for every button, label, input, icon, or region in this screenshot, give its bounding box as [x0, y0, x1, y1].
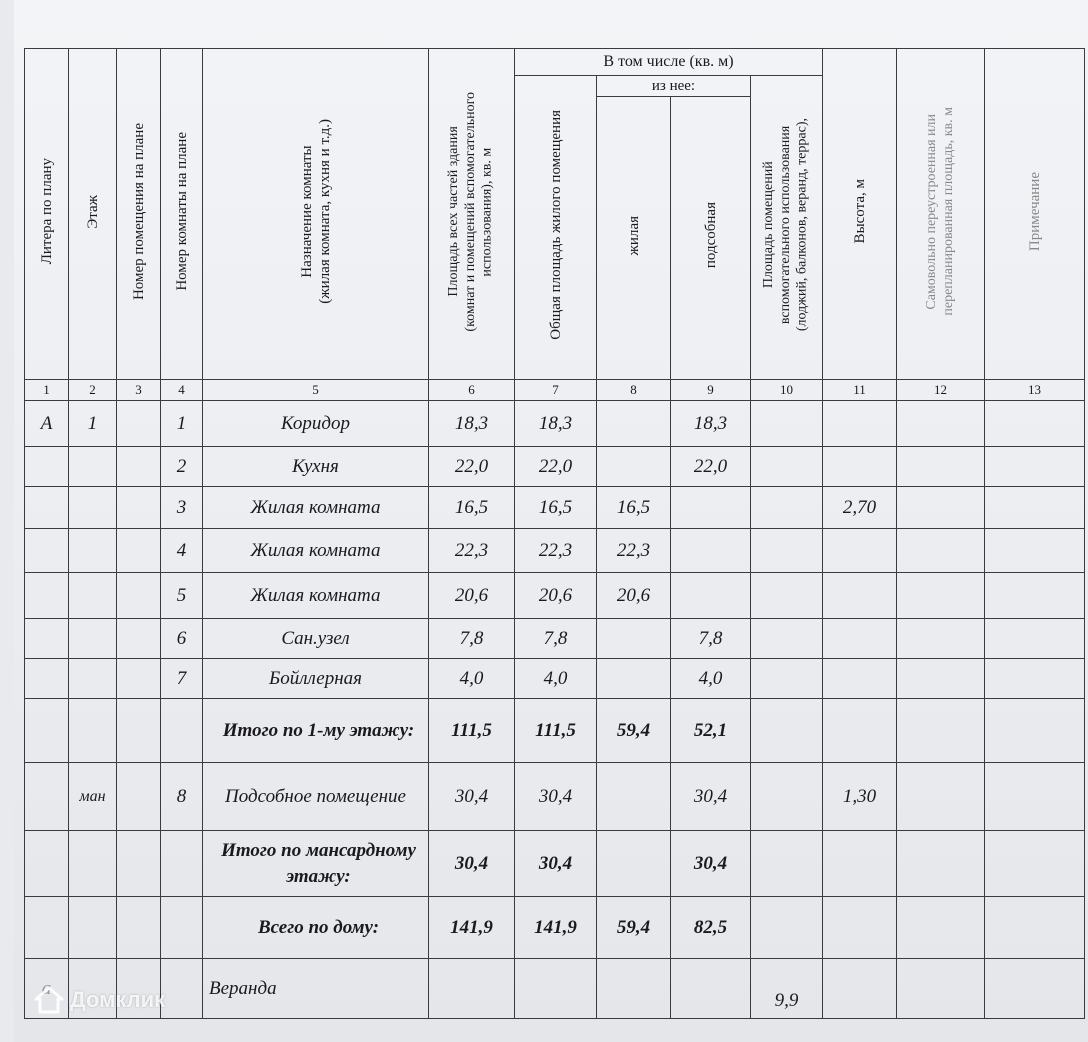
- cell-balcony: [751, 401, 823, 447]
- grand-total-label: Всего по дому:: [203, 897, 429, 959]
- col-header-common-area: Общая площадь жилого помещения: [515, 76, 597, 380]
- cell-room-no: 4: [161, 529, 203, 573]
- cell-height: [823, 573, 897, 619]
- cell-total: 7,8: [429, 619, 515, 659]
- col-number: 3: [117, 380, 161, 401]
- cell-litera: [25, 659, 69, 699]
- table-row: [25, 619, 1085, 659]
- cell-aux: 7,8: [671, 619, 751, 659]
- cell-floor: [69, 529, 117, 573]
- cell-room-no: [161, 959, 203, 1019]
- cell-balcony: 9,9: [751, 959, 823, 1019]
- cell-note: [985, 573, 1085, 619]
- cell-note: [985, 401, 1085, 447]
- cell-room-no: 8: [161, 763, 203, 831]
- cell-height: [823, 619, 897, 659]
- col-header-floor: Этаж: [69, 49, 117, 380]
- cell-floor: ман: [69, 763, 117, 831]
- cell-balcony: [751, 897, 823, 959]
- col-number: 7: [515, 380, 597, 401]
- cell-height: [823, 447, 897, 487]
- table-row: [25, 529, 1085, 573]
- cell-living: 22,3: [597, 529, 671, 573]
- cell-balcony: [751, 487, 823, 529]
- cell-aux: [671, 529, 751, 573]
- cell-room-no: [161, 699, 203, 763]
- subtotal-label: Итого по 1-му этажу:: [203, 699, 429, 763]
- cell-note: [985, 959, 1085, 1019]
- table-row: [25, 447, 1085, 487]
- col-number: 9: [671, 380, 751, 401]
- cell-common: 16,5: [515, 487, 597, 529]
- cell-height: [823, 897, 897, 959]
- cell-note: [985, 529, 1085, 573]
- cell-floor: [69, 573, 117, 619]
- cell-room-no: 7: [161, 659, 203, 699]
- header-row: [25, 49, 1085, 76]
- cell-note: [985, 699, 1085, 763]
- col-number: 6: [429, 380, 515, 401]
- col-header-aux-area: Площадь помещений вспомогательного использования (лоджий, балконов, веранд, террас),: [751, 76, 823, 380]
- cell-total: 30,4: [429, 763, 515, 831]
- cell-redev: [897, 659, 985, 699]
- cell-common: 4,0: [515, 659, 597, 699]
- subtotal-row-attic: [25, 831, 1085, 897]
- table-row: [25, 487, 1085, 529]
- cell-redev: [897, 529, 985, 573]
- cell-aux: [671, 487, 751, 529]
- cell-common: [515, 959, 597, 1019]
- cell-balcony: [751, 447, 823, 487]
- cell-note: [985, 447, 1085, 487]
- cell-total: 22,3: [429, 529, 515, 573]
- col-header-purpose: Назначение комнаты (жилая комната, кухня и т.д.): [203, 49, 429, 380]
- cell-room-no: 3: [161, 487, 203, 529]
- cell-litera: [25, 447, 69, 487]
- cell-redev: [897, 447, 985, 487]
- cell-floor: [69, 487, 117, 529]
- cell-living: 59,4: [597, 897, 671, 959]
- col-number: 12: [897, 380, 985, 401]
- col-number: 1: [25, 380, 69, 401]
- cell-aux: 4,0: [671, 659, 751, 699]
- cell-common: 30,4: [515, 831, 597, 897]
- cell-aux: 18,3: [671, 401, 751, 447]
- cell-litera: [25, 831, 69, 897]
- cell-room-no: [161, 897, 203, 959]
- cell-premises: [117, 659, 161, 699]
- cell-balcony: [751, 619, 823, 659]
- col-number: 5: [203, 380, 429, 401]
- cell-redev: [897, 487, 985, 529]
- col-number: 13: [985, 380, 1085, 401]
- cell-litera: [25, 529, 69, 573]
- col-number: 8: [597, 380, 671, 401]
- subtotal-label: Итого по мансардному этажу:: [203, 831, 429, 897]
- cell-room-no: 2: [161, 447, 203, 487]
- subtotal-row-floor1: [25, 699, 1085, 763]
- cell-total: [429, 959, 515, 1019]
- watermark-text: Домклик: [70, 987, 166, 1012]
- table-row-veranda: [25, 959, 1085, 1019]
- cell-floor: [69, 831, 117, 897]
- grand-total-row: [25, 897, 1085, 959]
- cell-room-no: 1: [161, 401, 203, 447]
- cell-litera: [25, 619, 69, 659]
- cell-redev: [897, 401, 985, 447]
- cell-living: 59,4: [597, 699, 671, 763]
- cell-living: 20,6: [597, 573, 671, 619]
- cell-aux: 52,1: [671, 699, 751, 763]
- house-icon: [34, 986, 64, 1014]
- cell-total: 20,6: [429, 573, 515, 619]
- cell-aux: 82,5: [671, 897, 751, 959]
- cell-floor: [69, 447, 117, 487]
- cell-height: 2,70: [823, 487, 897, 529]
- col-header-litera: Литера по плану: [25, 49, 69, 380]
- cell-living: [597, 831, 671, 897]
- cell-note: [985, 487, 1085, 529]
- col-header-utility: подсобная: [671, 97, 751, 380]
- cell-room-no: [161, 831, 203, 897]
- col-number: 2: [69, 380, 117, 401]
- col-header-redevelopment: Самовольно переустроенная или перепланированная площадь, кв. м: [897, 49, 985, 380]
- cell-room-name: Сан.узел: [203, 619, 429, 659]
- cell-redev: [897, 573, 985, 619]
- cell-floor: [69, 619, 117, 659]
- cell-aux: 22,0: [671, 447, 751, 487]
- cell-living: [597, 959, 671, 1019]
- cell-height: [823, 699, 897, 763]
- cell-litera: [25, 763, 69, 831]
- cell-total: 16,5: [429, 487, 515, 529]
- table-row: [25, 401, 1085, 447]
- cell-total: 141,9: [429, 897, 515, 959]
- col-number: 10: [751, 380, 823, 401]
- col-header-room-no: Номер комнаты на плане: [161, 49, 203, 380]
- cell-note: [985, 831, 1085, 897]
- cell-litera: [25, 487, 69, 529]
- cell-litera: А: [25, 401, 69, 447]
- cell-litera: [25, 573, 69, 619]
- cell-floor: [69, 659, 117, 699]
- cell-common: 20,6: [515, 573, 597, 619]
- cell-room-name: Жилая комната: [203, 573, 429, 619]
- col-number: 4: [161, 380, 203, 401]
- table-row: [25, 573, 1085, 619]
- table-row: [25, 659, 1085, 699]
- cell-height: [823, 659, 897, 699]
- cell-redev: [897, 959, 985, 1019]
- cell-premises: [117, 401, 161, 447]
- cell-premises: [117, 897, 161, 959]
- cell-premises: [117, 487, 161, 529]
- cell-room-name: Коридор: [203, 401, 429, 447]
- cell-total: 4,0: [429, 659, 515, 699]
- col-header-premises-no: Номер помещения на плане: [117, 49, 161, 380]
- cell-height: [823, 831, 897, 897]
- cell-room-name: Кухня: [203, 447, 429, 487]
- cell-common: 111,5: [515, 699, 597, 763]
- cell-balcony: [751, 831, 823, 897]
- col-header-note: Примечание: [985, 49, 1085, 380]
- cell-room-name: Жилая комната: [203, 487, 429, 529]
- col-header-group: В том числе (кв. м): [515, 49, 823, 76]
- cell-redev: [897, 699, 985, 763]
- cell-aux: 30,4: [671, 763, 751, 831]
- cell-redev: [897, 763, 985, 831]
- cell-common: 22,3: [515, 529, 597, 573]
- cell-common: 30,4: [515, 763, 597, 831]
- col-header-subgroup: из нее:: [597, 76, 751, 97]
- cell-room-no: 5: [161, 573, 203, 619]
- col-header-height: Высота, м: [823, 49, 897, 380]
- cell-height: [823, 959, 897, 1019]
- cell-living: [597, 401, 671, 447]
- cell-premises: [117, 619, 161, 659]
- cell-room-no: 6: [161, 619, 203, 659]
- cell-litera: [25, 699, 69, 763]
- cell-floor: [69, 897, 117, 959]
- cell-balcony: [751, 573, 823, 619]
- table-row-attic: [25, 763, 1085, 831]
- cell-common: 22,0: [515, 447, 597, 487]
- cell-redev: [897, 831, 985, 897]
- cell-premises: [117, 529, 161, 573]
- cell-room-name: Подсобное помещение: [203, 763, 429, 831]
- cell-aux: 30,4: [671, 831, 751, 897]
- cell-floor: 1: [69, 401, 117, 447]
- cell-room-name: Веранда: [203, 959, 429, 1019]
- cell-height: [823, 401, 897, 447]
- cell-note: [985, 763, 1085, 831]
- cell-balcony: [751, 659, 823, 699]
- cell-aux: [671, 573, 751, 619]
- cell-common: 141,9: [515, 897, 597, 959]
- cell-living: [597, 763, 671, 831]
- cell-aux: [671, 959, 751, 1019]
- col-header-total-area: Площадь всех частей здания (комнат и помещений вспомогательного использования), кв. м: [429, 49, 515, 380]
- cell-living: [597, 619, 671, 659]
- cell-living: [597, 659, 671, 699]
- cell-note: [985, 659, 1085, 699]
- cell-living: 16,5: [597, 487, 671, 529]
- cell-common: 18,3: [515, 401, 597, 447]
- document-sheet: [14, 0, 1088, 1042]
- cell-balcony: [751, 529, 823, 573]
- cell-premises: [117, 447, 161, 487]
- cell-litera: [25, 897, 69, 959]
- cell-total: 30,4: [429, 831, 515, 897]
- col-header-living: жилая: [597, 97, 671, 380]
- col-number: 11: [823, 380, 897, 401]
- explication-table: [24, 48, 1085, 1019]
- cell-living: [597, 447, 671, 487]
- cell-redev: [897, 619, 985, 659]
- cell-room-name: Бойллерная: [203, 659, 429, 699]
- cell-litera: а: [25, 959, 69, 1019]
- cell-note: [985, 897, 1085, 959]
- cell-height: 1,30: [823, 763, 897, 831]
- cell-height: [823, 529, 897, 573]
- cell-premises: [117, 763, 161, 831]
- cell-floor: [69, 699, 117, 763]
- cell-total: 18,3: [429, 401, 515, 447]
- domclick-watermark: [34, 986, 165, 1014]
- cell-premises: [117, 573, 161, 619]
- cell-note: [985, 619, 1085, 659]
- cell-balcony: [751, 763, 823, 831]
- cell-balcony: [751, 699, 823, 763]
- cell-redev: [897, 897, 985, 959]
- cell-premises: [117, 699, 161, 763]
- cell-premises: [117, 831, 161, 897]
- cell-total: 111,5: [429, 699, 515, 763]
- cell-common: 7,8: [515, 619, 597, 659]
- column-number-row: [25, 380, 1085, 401]
- cell-total: 22,0: [429, 447, 515, 487]
- cell-room-name: Жилая комната: [203, 529, 429, 573]
